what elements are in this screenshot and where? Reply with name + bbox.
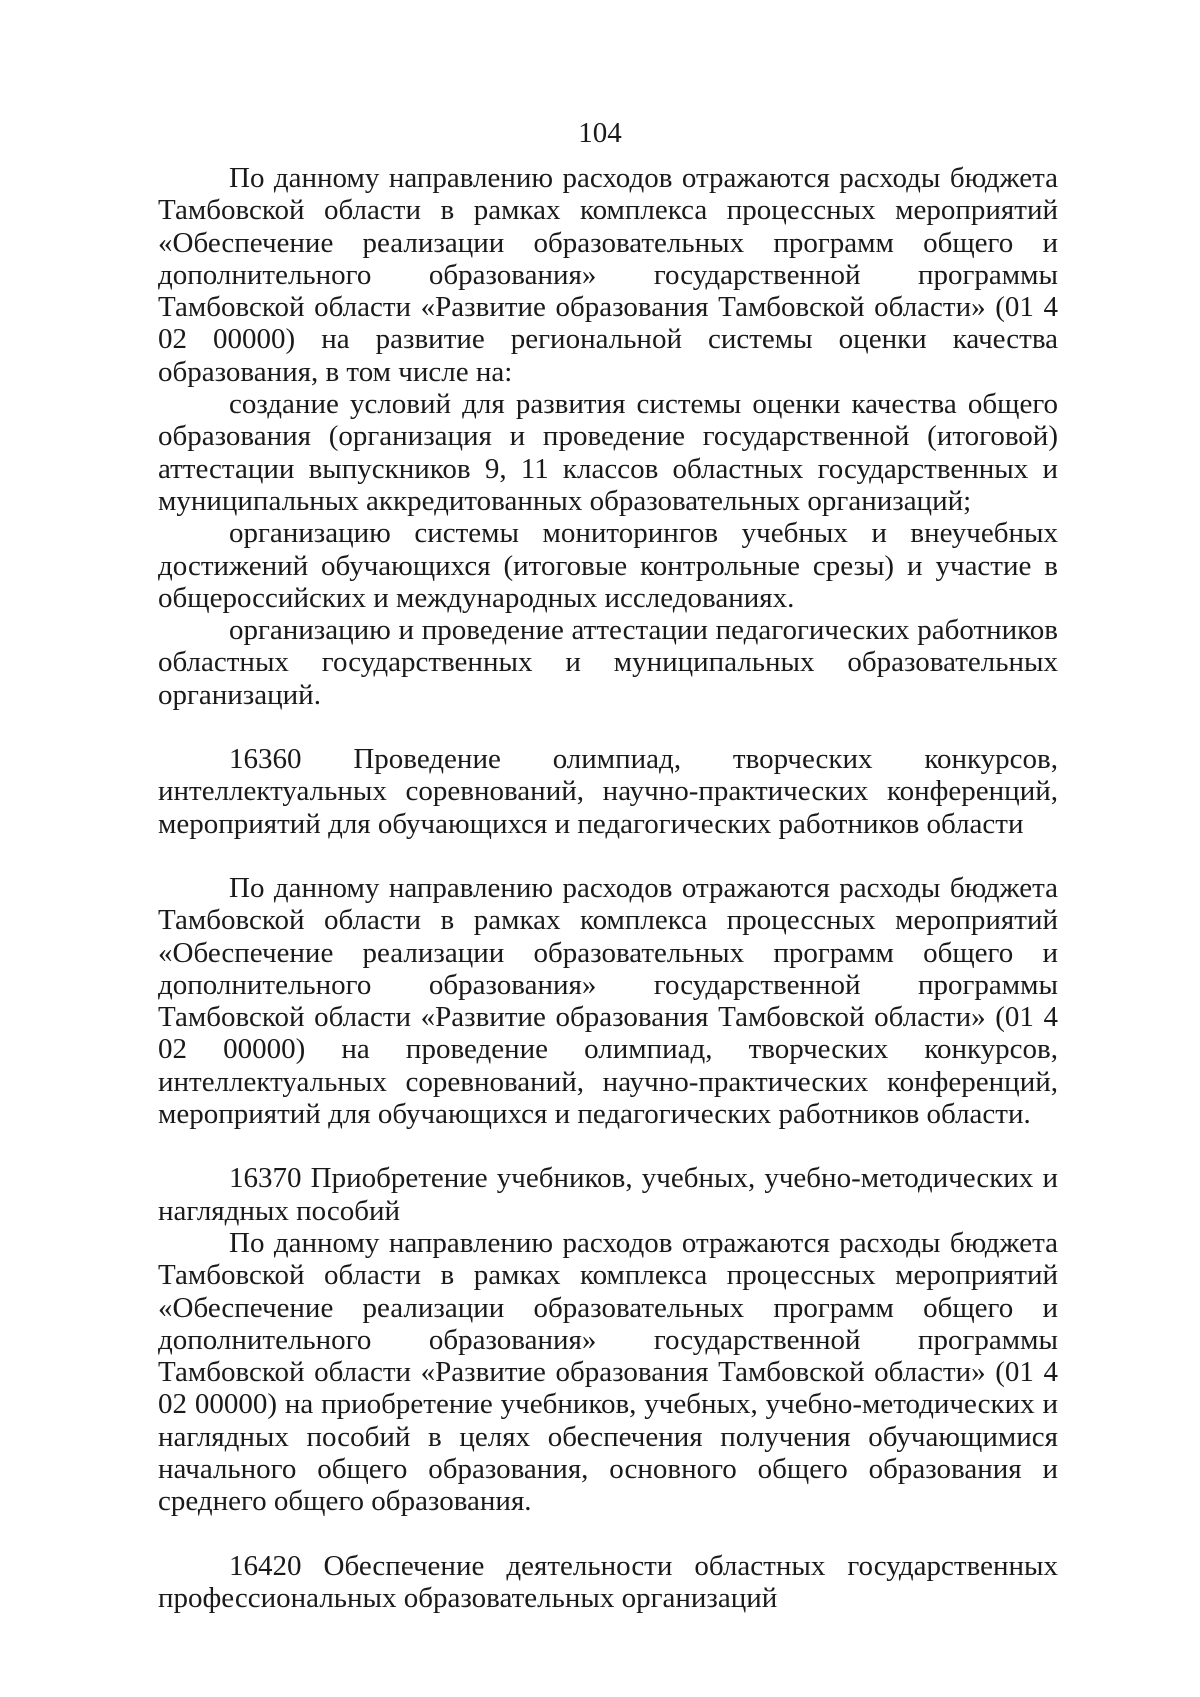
page-number: 104 (578, 117, 622, 149)
section-heading-16420: 16420 Обеспечение деятельности областных государственных профессиональных образовательных организаций (158, 1549, 1058, 1614)
paragraph-16350-description: По данному направлению расходов отражаются расходы бюджета Тамбовской области в рамках комплекса процессных мероприятий «Обеспечение реализации образовательных программ общего и дополнительного образования» государственной программы Тамбовской области «Развитие образования Тамбовской области» (01 4 02 00000) на развитие региональной системы оценки качества образования, в том числе на: (158, 162, 1058, 388)
document-body (158, 162, 1058, 1614)
section-heading-16360: 16360 Проведение олимпиад, творческих конкурсов, интеллектуальных соревнований, научно-практических конференций, мероприятий для обучающихся и педагогических работников области (158, 743, 1058, 840)
list-item-monitoring: организацию системы мониторингов учебных и внеучебных достижений обучающихся (итоговые контрольные срезы) и участие в общероссийских и международных исследованиях. (158, 517, 1058, 614)
paragraph-16360-description: По данному направлению расходов отражаются расходы бюджета Тамбовской области в рамках комплекса процессных мероприятий «Обеспечение реализации образовательных программ общего и дополнительного образования» государственной программы Тамбовской области «Развитие образования Тамбовской области» (01 4 02 00000) на проведение олимпиад, творческих конкурсов, интеллектуальных соревнований, научно-практических конференций, мероприятий для обучающихся и педагогических работников области. (158, 871, 1058, 1131)
list-item-teacher-certification: организацию и проведение аттестации педагогических работников областных государственных и муниципальных образовательных организаций. (158, 614, 1058, 711)
section-heading-16370: 16370 Приобретение учебников, учебных, учебно-методических и наглядных пособий (158, 1162, 1058, 1227)
paragraph-16370-description: По данному направлению расходов отражаются расходы бюджета Тамбовской области в рамках комплекса процессных мероприятий «Обеспечение реализации образовательных программ общего и дополнительного образования» государственной программы Тамбовской области «Развитие образования Тамбовской области» (01 4 02 00000) на приобретение учебников, учебных, учебно-методических и наглядных пособий в целях обеспечения получения обучающимися начального общего образования, основного общего образования и среднего общего образования. (158, 1226, 1058, 1518)
list-item-quality-assessment: создание условий для развития системы оценки качества общего образования (организация и проведение государственной (итоговой) аттестации выпускников 9, 11 классов областных государственных и муниципальных аккредитованных образовательных организаций; (158, 388, 1058, 517)
